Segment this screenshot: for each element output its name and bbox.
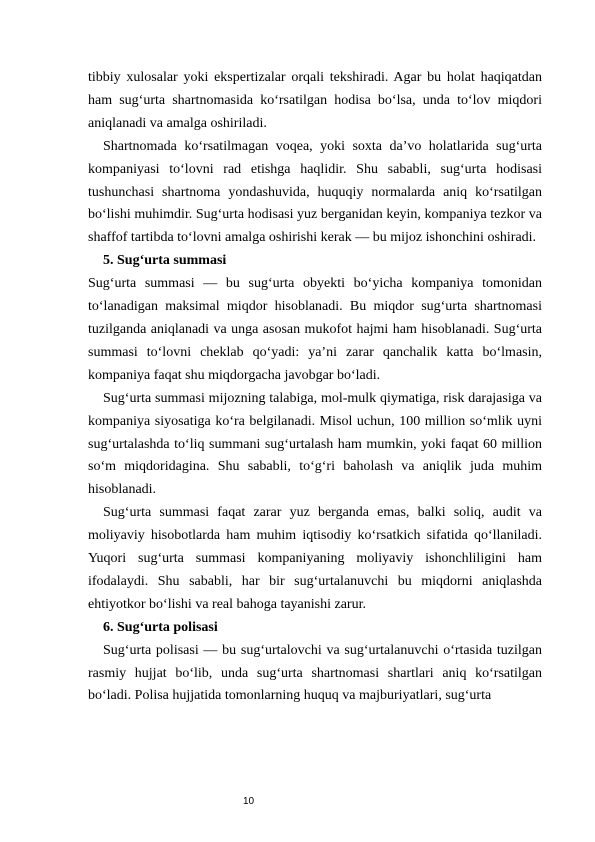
document-page [88, 67, 542, 708]
paragraph-2: Shartnomada ko‘rsatilmagan voqea, yoki soxta da’vo holatlarida sug‘urta kompaniyasi to‘lovni rad etishga haqlidir. Shu sababli, sug‘urta hodisasi tushunchasi shartnoma yondashuvida, huquqiy normalarda aniq ko‘rsatilgan bo‘lishi muhimdir. Sug‘urta hodisasi yuz berganidan keyin, kompaniya tezkor va shaffof tartibda to‘lovni amalga oshirishi kerak — bu mijoz ishonchini oshiradi. [88, 138, 542, 246]
paragraph-4: Sug‘urta summasi mijozning talabiga, mol-mulk qiymatiga, risk darajasiga va kompaniya siyosatiga ko‘ra belgilanadi. Misol uchun, 100 million so‘mlik uyni sug‘urtalashda to‘liq summani sug‘urtalash ham mumkin, yoki faqat 60 million so‘m miqdoridagina. Shu sababli, to‘g‘ri baholash va aniqlik juda muhim hisoblanadi. [88, 390, 542, 498]
page-number: 10 [243, 796, 255, 807]
paragraph-5: Sug‘urta summasi faqat zarar yuz berganda emas, balki soliq, audit va moliyaviy hisobotlarda ham muhim iqtisodiy ko‘rsatkich sifatida qo‘llaniladi. Yuqori sug‘urta summasi kompaniyaning moliyaviy ishonchliligini ham ifodalaydi. Shu sababli, har bir sug‘urtalanuvchi bu miqdorni aniqlashda ehtiyotkor bo‘lishi va real bahoga tayanishi zarur. [88, 505, 542, 612]
paragraph-1: tibbiy xulosalar yoki ekspertizalar orqali tekshiradi. Agar bu holat haqiqatdan ham sug‘urta shartnomasida ko‘rsatilgan hodisa bo‘lsa, unda to‘lov miqdori aniqlanadi va amalga oshiriladi. [88, 70, 542, 131]
paragraph-6: Sug‘urta polisasi — bu sug‘urtalovchi va sug‘urtalanuvchi o‘rtasida tuzilgan rasmiy hujjat bo‘lib, unda sug‘urta shartnomasi shartlari aniq ko‘rsatilgan bo‘ladi. Polisa hujjatida tomonlarning huquq va majburiyatlari, sug‘urta [88, 642, 542, 704]
paragraph-3: Sug‘urta summasi — bu sug‘urta obyekti bo‘yicha kompaniya tomonidan to‘lanadigan maksimal miqdor hisoblanadi. Bu miqdor sug‘urta shartnomasi tuzilganda aniqlanadi va unga asosan mukofot hajmi ham hisoblanadi. Sug‘urta summasi to‘lovni cheklab qo‘yadi: ya’ni zarar qanchalik katta bo‘lmasin, kompaniya faqat shu miqdorgacha javobgar bo‘ladi. [88, 276, 542, 383]
section-heading-6: 6. Sug‘urta polisasi [103, 619, 218, 635]
section-heading-5: 5. Sug‘urta summasi [103, 253, 227, 269]
